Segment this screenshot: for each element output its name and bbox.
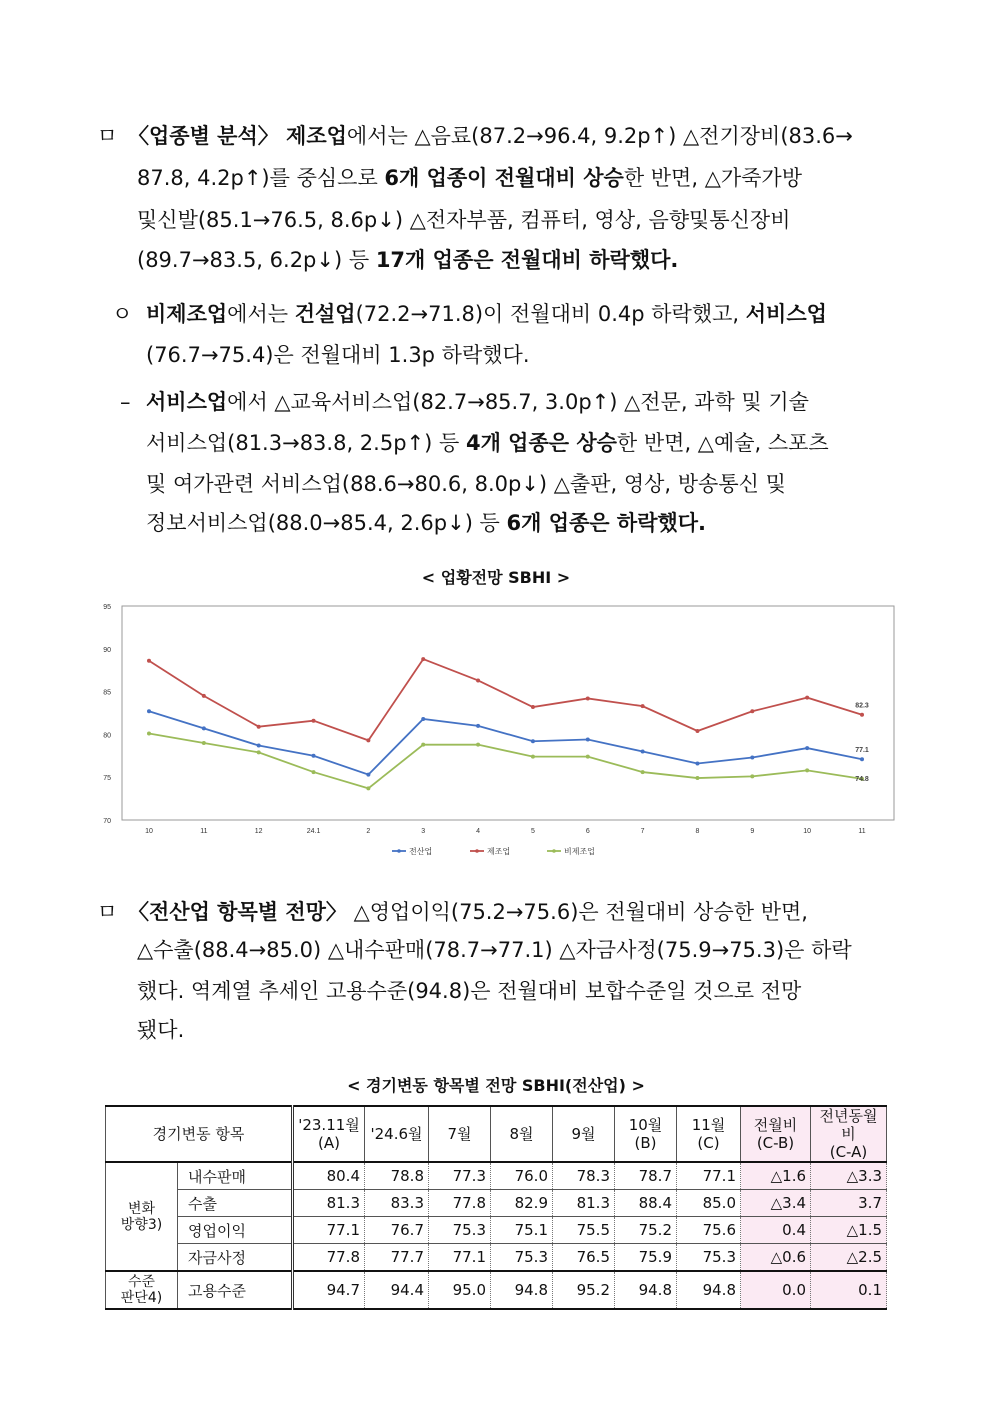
group-change-direction: 변화 방향3) [106,1162,178,1271]
cell: 77.8 [429,1190,491,1217]
cell: 78.3 [553,1162,615,1190]
legend-marker [397,849,401,853]
table-row [106,1162,887,1190]
cell: 77.1 [677,1162,741,1190]
cell: 76.7 [365,1217,429,1244]
cell: △2.5 [811,1244,887,1272]
data-point [147,732,151,736]
data-point [257,744,261,748]
x-tick-label: 9 [750,828,755,835]
cell: 75.2 [615,1217,677,1244]
text-line: (89.7→83.5, 6.2p↓) 등 17개 업종은 전월대비 하락했다. [137,248,679,272]
text-line: △수출(88.4→85.0) △내수판매(78.7→77.1) △자금사정(75.9→75.3)은 하락 [137,938,852,962]
cell: 88.4 [615,1190,677,1217]
cell: △1.5 [811,1217,887,1244]
header-item: 경기변동 항목 [106,1106,293,1162]
x-tick-label: 12 [254,828,263,835]
sbhi-item-table [105,1105,887,1310]
plot-area [122,606,894,820]
data-label: 82.3 [855,702,869,710]
y-tick-label: 90 [103,646,111,654]
y-tick-label: 85 [103,689,111,697]
cell: 0.4 [741,1217,811,1244]
cell: △1.6 [741,1162,811,1190]
cell: 81.3 [553,1190,615,1217]
cell: 76.5 [553,1244,615,1272]
cell: 94.8 [677,1271,741,1309]
data-point [641,704,645,708]
cell: 77.3 [429,1162,491,1190]
text-line: (76.7→75.4)은 전월대비 1.3p 하락했다. [146,343,530,367]
cell: 76.0 [491,1162,553,1190]
text-line: 비제조업에서는 건설업(72.2→71.8)이 전월대비 0.4p 하락했고, 서비스업 [146,302,827,326]
text-line: 및신발(85.1→76.5, 8.6p↓) △전자부품, 컴퓨터, 영상, 음향및통신장비 [137,208,791,232]
data-point [257,750,261,754]
text-line: 〈업종별 분석〉 제조업에서는 △음료(87.2→96.4, 9.2p↑) △전기장비(83.6→ [128,124,853,148]
text-line: 87.8, 4.2p↑)를 중심으로 6개 업종이 전월대비 상승한 반면, △가죽가방 [137,166,802,190]
cell: 95.0 [429,1271,491,1309]
data-point [695,762,699,766]
data-point [257,725,261,729]
bullet: – [120,390,131,414]
cell: 75.3 [491,1244,553,1272]
cell: 3.7 [811,1190,887,1217]
header-cell: '23.11월 (A) [293,1106,365,1162]
legend-label: 제조업 [487,847,511,856]
data-point [531,705,535,709]
cell: 75.3 [429,1217,491,1244]
data-point [312,719,316,723]
bullet: ㅇ [112,302,133,326]
group-level-judgment: 수준 판단4) [106,1271,178,1309]
x-tick-label: 5 [530,828,535,835]
data-point [805,768,809,772]
header-cell: 7월 [429,1106,491,1162]
cell: 81.3 [293,1190,365,1217]
legend-marker [552,849,556,853]
data-point [805,696,809,700]
data-point [805,746,809,750]
row-label: 자금사정 [178,1244,293,1272]
x-tick-label: 7 [640,828,645,835]
bullet: ㅁ [97,900,118,924]
x-tick-label: 11 [858,828,866,835]
header-cell: 전년동월비 (C-A) [811,1106,887,1162]
cell: 95.2 [553,1271,615,1309]
cell: 75.9 [615,1244,677,1272]
header-cell: 11월 (C) [677,1106,741,1162]
header-cell: 9월 [553,1106,615,1162]
header-cell: 전월비 (C-B) [741,1106,811,1162]
data-point [750,774,754,778]
text-line: 〈전산업 항목별 전망〉 △영업이익(75.2→75.6)은 전월대비 상승한 반면, [128,900,808,924]
cell: 0.0 [741,1271,811,1309]
table-row [106,1244,887,1272]
table-row [106,1190,887,1217]
header-cell: 10월 (B) [615,1106,677,1162]
x-tick-label: 10 [803,828,812,835]
data-point [586,738,590,742]
x-tick-label: 10 [145,828,153,835]
x-tick-label: 6 [585,828,590,835]
row-label: 영업이익 [178,1217,293,1244]
text-line: 서비스업에서 △교육서비스업(82.7→85.7, 3.0p↑) △전문, 과학 및 기술 [146,390,809,414]
data-point [476,678,480,682]
y-tick-label: 95 [103,604,111,611]
x-tick-label: 11 [200,828,208,835]
legend-label: 비제조업 [564,847,595,856]
data-point [202,694,206,698]
data-point [531,755,535,759]
table-header-row [106,1106,887,1162]
x-tick-label: 8 [695,828,700,835]
cell: 75.6 [677,1217,741,1244]
data-point [202,726,206,730]
cell: 78.8 [365,1162,429,1190]
data-point [366,773,370,777]
text-line: 됐다. [137,1018,185,1042]
cell: 78.7 [615,1162,677,1190]
cell: 75.1 [491,1217,553,1244]
data-point [695,776,699,780]
cell: 75.5 [553,1217,615,1244]
x-tick-label: 24.1 [306,828,321,835]
row-label: 고용수준 [178,1271,293,1309]
cell: 77.1 [293,1217,365,1244]
text-line: 정보서비스업(88.0→85.4, 2.6p↓) 등 6개 업종은 하락했다. [146,511,707,535]
row-label: 수출 [178,1190,293,1217]
data-point [366,786,370,790]
cell: △3.4 [741,1190,811,1217]
data-point [421,743,425,747]
cell: 94.4 [365,1271,429,1309]
data-point [750,709,754,713]
row-label: 내수판매 [178,1162,293,1190]
y-tick-label: 75 [103,775,111,783]
text-line: 했다. 역계열 추세인 고용수준(94.8)은 전월대비 보합수준일 것으로 전망 [137,979,802,1003]
data-point [421,717,425,721]
legend-label: 전산업 [409,847,433,856]
data-point [695,729,699,733]
data-point [641,770,645,774]
data-point [476,724,480,728]
cell: 94.8 [491,1271,553,1309]
cell: 80.4 [293,1162,365,1190]
data-point [860,713,864,717]
x-tick-label: 4 [476,828,481,835]
cell: 94.8 [615,1271,677,1309]
cell: 94.7 [293,1271,365,1309]
data-point [531,739,535,743]
header-cell: '24.6월 [365,1106,429,1162]
table-caption: < 경기변동 항목별 전망 SBHI(전산업) > [347,1076,645,1095]
legend-marker [475,849,479,853]
table-row [106,1217,887,1244]
data-point [312,754,316,758]
x-tick-label: 3 [421,828,426,835]
data-point [147,709,151,713]
data-point [312,770,316,774]
data-point [366,738,370,742]
cell: 85.0 [677,1190,741,1217]
data-point [641,750,645,754]
cell: 77.7 [365,1244,429,1272]
data-point [750,756,754,760]
cell: 0.1 [811,1271,887,1309]
text-line: 및 여가관련 서비스업(88.6→80.6, 8.0p↓) △출판, 영상, 방송통신 및 [146,472,786,496]
cell: 77.1 [429,1244,491,1272]
data-point [586,755,590,759]
header-cell: 8월 [491,1106,553,1162]
data-point [421,657,425,661]
data-point [586,696,590,700]
data-label: 77.1 [855,747,869,755]
data-point [202,741,206,745]
cell: △3.3 [811,1162,887,1190]
cell: 82.9 [491,1190,553,1217]
bullet: ㅁ [97,124,118,148]
data-label: 74.8 [855,775,869,783]
x-tick-label: 2 [366,828,371,835]
cell: △0.6 [741,1244,811,1272]
text-line: 서비스업(81.3→83.8, 2.5p↑) 등 4개 업종은 상승한 반면, △예술, 스포츠 [146,431,829,455]
chart-caption: < 업황전망 SBHI > [421,568,571,587]
cell: 77.8 [293,1244,365,1272]
y-tick-label: 70 [103,818,111,825]
cell: 83.3 [365,1190,429,1217]
table-row [106,1271,887,1309]
cell: 75.3 [677,1244,741,1272]
data-point [476,743,480,747]
sbhi-line-chart [92,598,896,868]
data-point [147,659,151,663]
data-point [860,757,864,761]
y-tick-label: 80 [103,732,111,740]
